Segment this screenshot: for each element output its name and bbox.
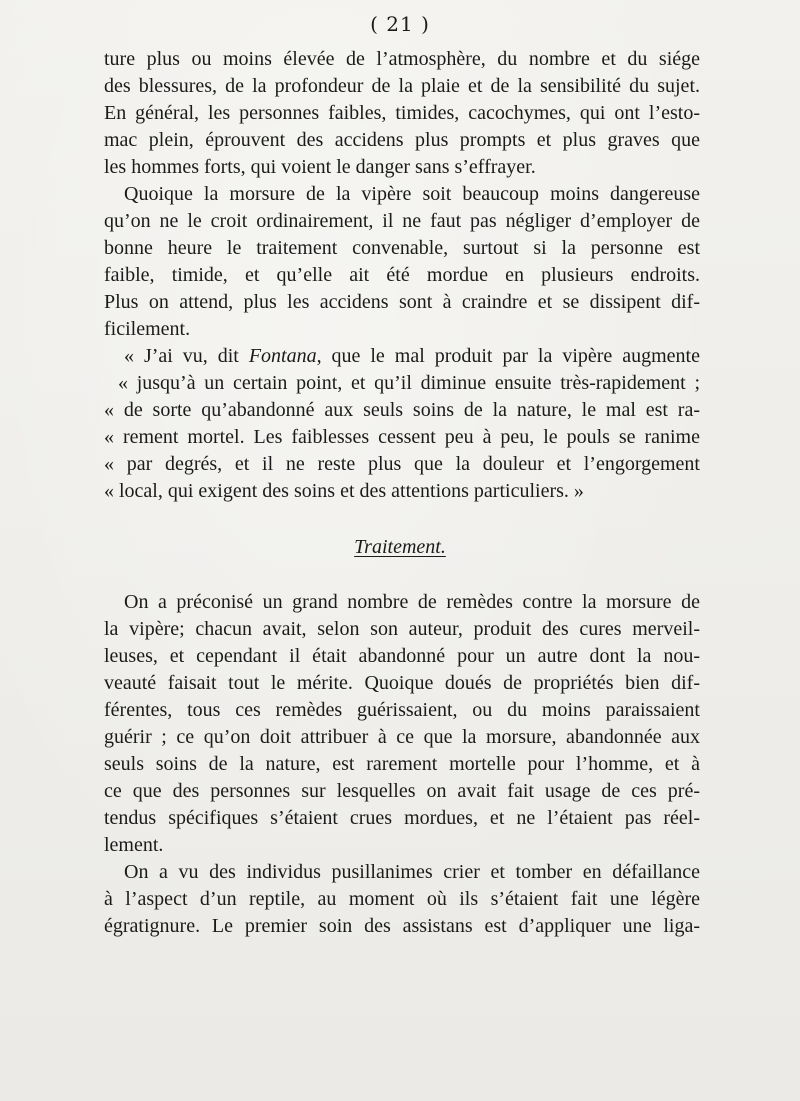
paragraph-line: tendus spécifiques s’étaient crues mordues, et ne l’étaient pas réel- bbox=[104, 807, 700, 829]
paragraph-line: leuses, et cependant il était abandonné pour un autre dont la nou- bbox=[104, 645, 700, 667]
paragraph-line: la vipère; chacun avait, selon son auteur, produit des cures merveil- bbox=[104, 618, 700, 640]
quote-line-start: « J’ai vu, dit bbox=[124, 345, 249, 367]
paragraph-line: lement. bbox=[104, 834, 164, 856]
quote-line bbox=[104, 343, 700, 370]
paragraph-2 bbox=[104, 181, 700, 343]
paragraph-line: En général, les personnes faibles, timides, cacochymes, qui ont l’esto- bbox=[104, 102, 700, 124]
fontana-quote bbox=[104, 343, 700, 505]
paragraph-line: ce que des personnes sur lesquelles on avait fait usage de ces pré- bbox=[104, 780, 700, 802]
paragraph-line: faible, timide, et qu’elle ait été mordue en plusieurs endroits. bbox=[104, 264, 700, 286]
paragraph-line: des blessures, de la profondeur de la plaie et de la sensibilité du sujet. bbox=[104, 75, 700, 97]
paragraph-line: veauté faisait tout le mérite. Quoique doués de propriétés bien dif- bbox=[104, 672, 700, 694]
paragraph-line: férentes, tous ces remèdes guérissaient, ou du moins paraissaient bbox=[104, 699, 700, 721]
paragraph-1 bbox=[104, 46, 700, 181]
quote-line: « local, qui exigent des soins et des attentions particuliers. » bbox=[104, 480, 584, 502]
paragraph-line: les hommes forts, qui voient le danger sans s’effrayer. bbox=[104, 156, 536, 178]
paragraph-line: ficilement. bbox=[104, 318, 191, 340]
paragraph-line: bonne heure le traitement convenable, surtout si la personne est bbox=[104, 237, 700, 259]
paragraph-line: Quoique la morsure de la vipère soit beaucoup moins dangereuse bbox=[124, 183, 700, 205]
quote-line-end: , que le mal produit par la vipère augmente bbox=[316, 345, 700, 367]
quote-author: Fontana bbox=[248, 345, 317, 367]
paragraph-line: On a vu des individus pusillanimes crier et tomber en défaillance bbox=[124, 861, 700, 883]
paragraph-line: mac plein, éprouvent des accidens plus prompts et plus graves que bbox=[104, 129, 700, 151]
paragraph-line: égratignure. Le premier soin des assistans est d’appliquer une liga- bbox=[104, 915, 700, 937]
quote-line: « rement mortel. Les faiblesses cessent peu à peu, le pouls se ranime bbox=[104, 426, 700, 448]
paragraph-4 bbox=[104, 859, 700, 940]
quote-line: « par degrés, et il ne reste plus que la douleur et l’engorgement bbox=[104, 453, 700, 475]
paragraph-line: seuls soins de la nature, est rarement mortelle pour l’homme, et à bbox=[104, 753, 700, 775]
page-number: ( 21 ) bbox=[370, 12, 430, 36]
quote-line: « jusqu’à un certain point, et qu’il diminue ensuite très-rapidement ; bbox=[118, 372, 700, 394]
paragraph-line: à l’aspect d’un reptile, au moment où ils s’étaient fait une légère bbox=[104, 888, 700, 910]
section-heading bbox=[0, 536, 800, 559]
paragraph-line: Plus on attend, plus les accidens sont à craindre et se dissipent dif- bbox=[104, 291, 700, 313]
paragraph-line: On a préconisé un grand nombre de remèdes contre la morsure de bbox=[124, 591, 700, 613]
quote-line: « de sorte qu’abandonné aux seuls soins de la nature, le mal est ra- bbox=[104, 399, 700, 421]
paragraph-line: ture plus ou moins élevée de l’atmosphère, du nombre et du siége bbox=[104, 48, 700, 70]
section-heading-text: Traitement. bbox=[354, 536, 446, 558]
paragraph-line: guérir ; ce qu’on doit attribuer à ce que la morsure, abandonnée aux bbox=[104, 726, 700, 748]
paragraph-line: qu’on ne le croit ordinairement, il ne faut pas négliger d’employer de bbox=[104, 210, 700, 232]
paragraph-3 bbox=[104, 589, 700, 859]
